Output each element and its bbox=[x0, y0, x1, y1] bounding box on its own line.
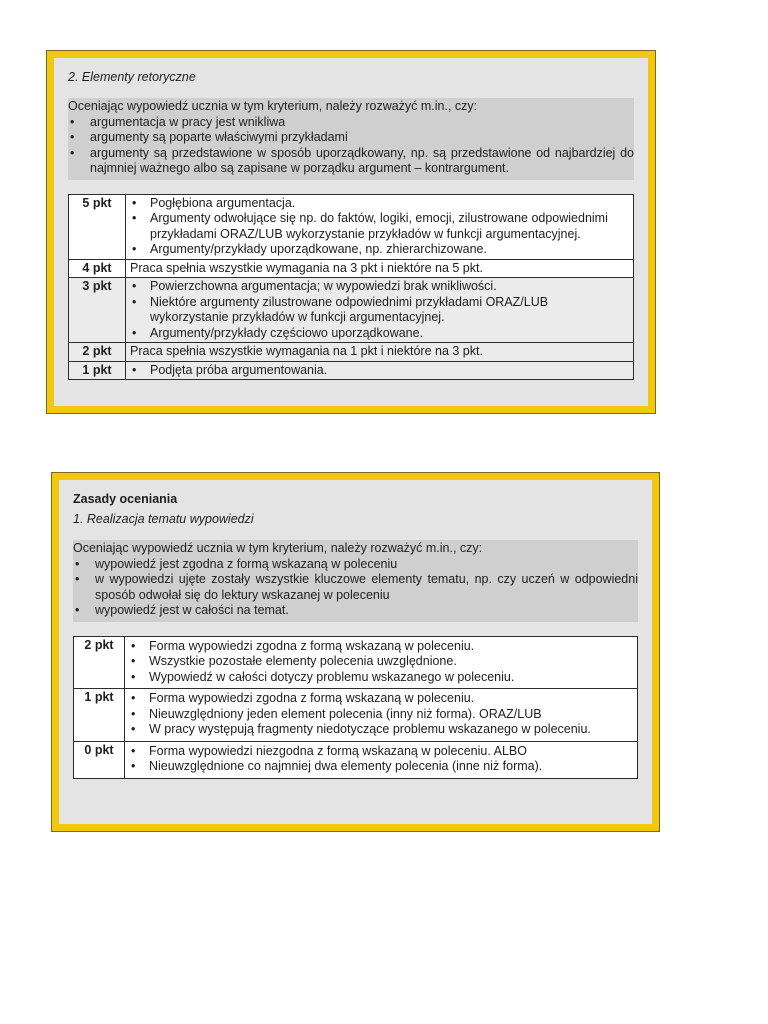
score-table bbox=[68, 194, 634, 381]
points-cell: 2 pkt bbox=[69, 343, 126, 362]
description-cell bbox=[126, 361, 634, 380]
description-cell bbox=[126, 278, 634, 343]
description-item: • Forma wypowiedzi zgodna z formą wskazaną w poleceniu. bbox=[129, 639, 633, 655]
card-body bbox=[59, 480, 652, 824]
description-item: • Wypowiedź w całości dotyczy problemu wskazanego w poleceniu. bbox=[129, 670, 633, 686]
points-cell: 1 pkt bbox=[74, 689, 125, 742]
section-title: 2. Elementy retoryczne bbox=[68, 70, 196, 84]
section-title: 1. Realizacja tematu wypowiedzi bbox=[73, 512, 254, 526]
description-item: • Argumenty odwołujące się np. do faktów, logiki, emocji, zilustrowane odpowiednimi przykładami ORAZ/LUB wykorzystanie przykładów w funkcji argumentacyjnej. bbox=[130, 211, 629, 242]
description-item: • Podjęta próba argumentowania. bbox=[130, 363, 629, 379]
description-item: • Argumenty/przykłady częściowo uporządkowane. bbox=[130, 326, 629, 342]
criteria-list bbox=[68, 115, 634, 177]
scoring-card-rhetoric bbox=[46, 50, 656, 414]
section-heading: Zasady oceniania bbox=[73, 492, 178, 506]
description-cell bbox=[125, 636, 638, 689]
criteria-item: • w wypowiedzi ujęte zostały wszystkie kluczowe elementy tematu, np. czy uczeń w odpowiedni sposób odwołał się do lektury wskazanej w poleceniu bbox=[73, 572, 638, 603]
criteria-box bbox=[73, 540, 638, 622]
description-cell bbox=[125, 741, 638, 778]
description-item: • Nieuwzględniony jeden element polecenia (inny niż forma). ORAZ/LUB bbox=[129, 707, 633, 723]
points-cell: 5 pkt bbox=[69, 194, 126, 259]
description-cell: Praca spełnia wszystkie wymagania na 3 pkt i niektóre na 5 pkt. bbox=[126, 259, 634, 278]
score-row bbox=[69, 343, 634, 362]
points-cell: 3 pkt bbox=[69, 278, 126, 343]
score-row bbox=[69, 194, 634, 259]
score-row bbox=[74, 741, 638, 778]
criteria-item: • argumentacja w pracy jest wnikliwa bbox=[68, 115, 634, 131]
criteria-intro: Oceniając wypowiedź ucznia w tym kryterium, należy rozważyć m.in., czy: bbox=[68, 99, 478, 113]
points-cell: 2 pkt bbox=[74, 636, 125, 689]
score-row bbox=[74, 636, 638, 689]
description-item: • Niektóre argumenty zilustrowane odpowiednimi przykładami ORAZ/LUB wykorzystanie przykładów w funkcji argumentacyjnej. bbox=[130, 295, 629, 326]
description-cell bbox=[125, 689, 638, 742]
criteria-box bbox=[68, 98, 634, 180]
points-cell: 1 pkt bbox=[69, 361, 126, 380]
score-table bbox=[73, 636, 638, 779]
score-row bbox=[69, 361, 634, 380]
description-cell: Praca spełnia wszystkie wymagania na 1 pkt i niektóre na 3 pkt. bbox=[126, 343, 634, 362]
criteria-intro: Oceniając wypowiedź ucznia w tym kryterium, należy rozważyć m.in., czy: bbox=[73, 541, 483, 555]
description-item: • Forma wypowiedzi niezgodna z formą wskazaną w poleceniu. ALBO bbox=[129, 744, 633, 760]
score-row bbox=[74, 689, 638, 742]
description-item: • Powierzchowna argumentacja; w wypowiedzi brak wnikliwości. bbox=[130, 279, 629, 295]
description-item: • Nieuwzględnione co najmniej dwa elementy polecenia (inne niż forma). bbox=[129, 759, 633, 775]
criteria-item: • wypowiedź jest zgodna z formą wskazaną w poleceniu bbox=[73, 557, 638, 573]
description-item: • Wszystkie pozostałe elementy polecenia uwzględnione. bbox=[129, 654, 633, 670]
description-item: • W pracy występują fragmenty niedotyczące problemu wskazanego w poleceniu. bbox=[129, 722, 633, 738]
description-cell bbox=[126, 194, 634, 259]
card-body bbox=[54, 58, 648, 406]
description-item: • Forma wypowiedzi zgodna z formą wskazaną w poleceniu. bbox=[129, 691, 633, 707]
points-cell: 4 pkt bbox=[69, 259, 126, 278]
scoring-card-topic bbox=[51, 472, 660, 832]
criteria-item: • wypowiedź jest w całości na temat. bbox=[73, 603, 638, 619]
score-row bbox=[69, 278, 634, 343]
description-item: • Argumenty/przykłady uporządkowane, np. zhierarchizowane. bbox=[130, 242, 629, 258]
score-row bbox=[69, 259, 634, 278]
criteria-item: • argumenty są przedstawione w sposób uporządkowany, np. są przedstawione od najbardziej do najmniej ważnego albo są zapisane w porządku argument – kontrargument. bbox=[68, 146, 634, 177]
points-cell: 0 pkt bbox=[74, 741, 125, 778]
criteria-list bbox=[73, 557, 638, 619]
criteria-item: • argumenty są poparte właściwymi przykładami bbox=[68, 130, 634, 146]
description-item: • Pogłębiona argumentacja. bbox=[130, 196, 629, 212]
